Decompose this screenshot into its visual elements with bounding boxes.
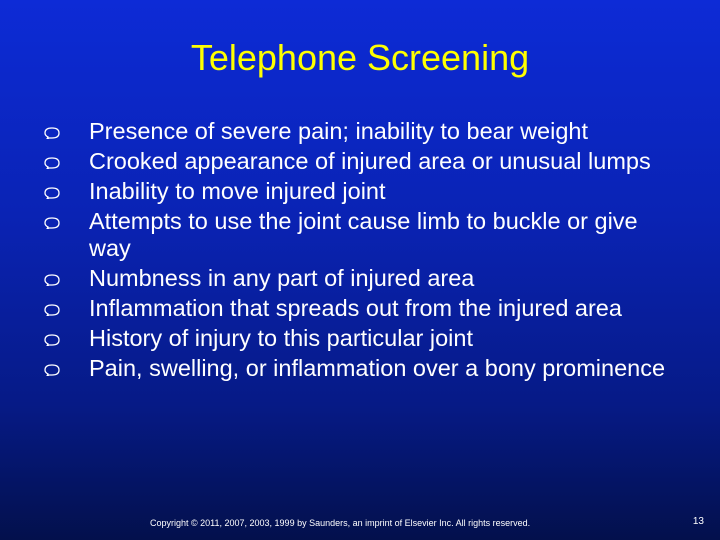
bullet-item: [44, 178, 684, 205]
speech-quote-glyph-icon: [44, 157, 64, 169]
bullet-item: [44, 148, 684, 175]
bullet-item: [44, 265, 684, 292]
page-number: 13: [692, 516, 704, 527]
bullet-text: Attempts to use the joint cause limb to buckle or give way: [89, 208, 638, 261]
slide-title: Telephone Screening: [190, 37, 530, 78]
bullet-item: [44, 355, 684, 382]
speech-quote-glyph-icon: [44, 334, 64, 346]
bullet-text: Inability to move injured joint: [89, 178, 386, 204]
speech-quote-glyph-icon: [44, 127, 64, 139]
copyright-footer: Copyright © 2011, 2007, 2003, 1999 by Saunders, an imprint of Elsevier Inc. All rights reserved.: [150, 518, 531, 528]
bullet-text: Inflammation that spreads out from the injured area: [89, 295, 622, 321]
bullet-text: History of injury to this particular joint: [89, 325, 473, 351]
speech-quote-glyph-icon: [44, 304, 64, 316]
speech-quote-glyph-icon: [44, 274, 64, 286]
bullet-text: Numbness in any part of injured area: [89, 265, 475, 291]
bullet-item: [44, 295, 684, 322]
speech-quote-glyph-icon: [44, 187, 64, 199]
bullet-item: [44, 118, 684, 145]
bullet-text: Pain, swelling, or inflammation over a bony prominence: [89, 355, 666, 381]
bullet-text: Crooked appearance of injured area or unusual lumps: [89, 148, 651, 174]
bullet-list: [44, 118, 684, 385]
bullet-item: [44, 325, 684, 352]
bullet-item: [44, 208, 684, 262]
bullet-text: Presence of severe pain; inability to bear weight: [89, 118, 589, 144]
speech-quote-glyph-icon: [44, 364, 64, 376]
speech-quote-glyph-icon: [44, 217, 64, 229]
